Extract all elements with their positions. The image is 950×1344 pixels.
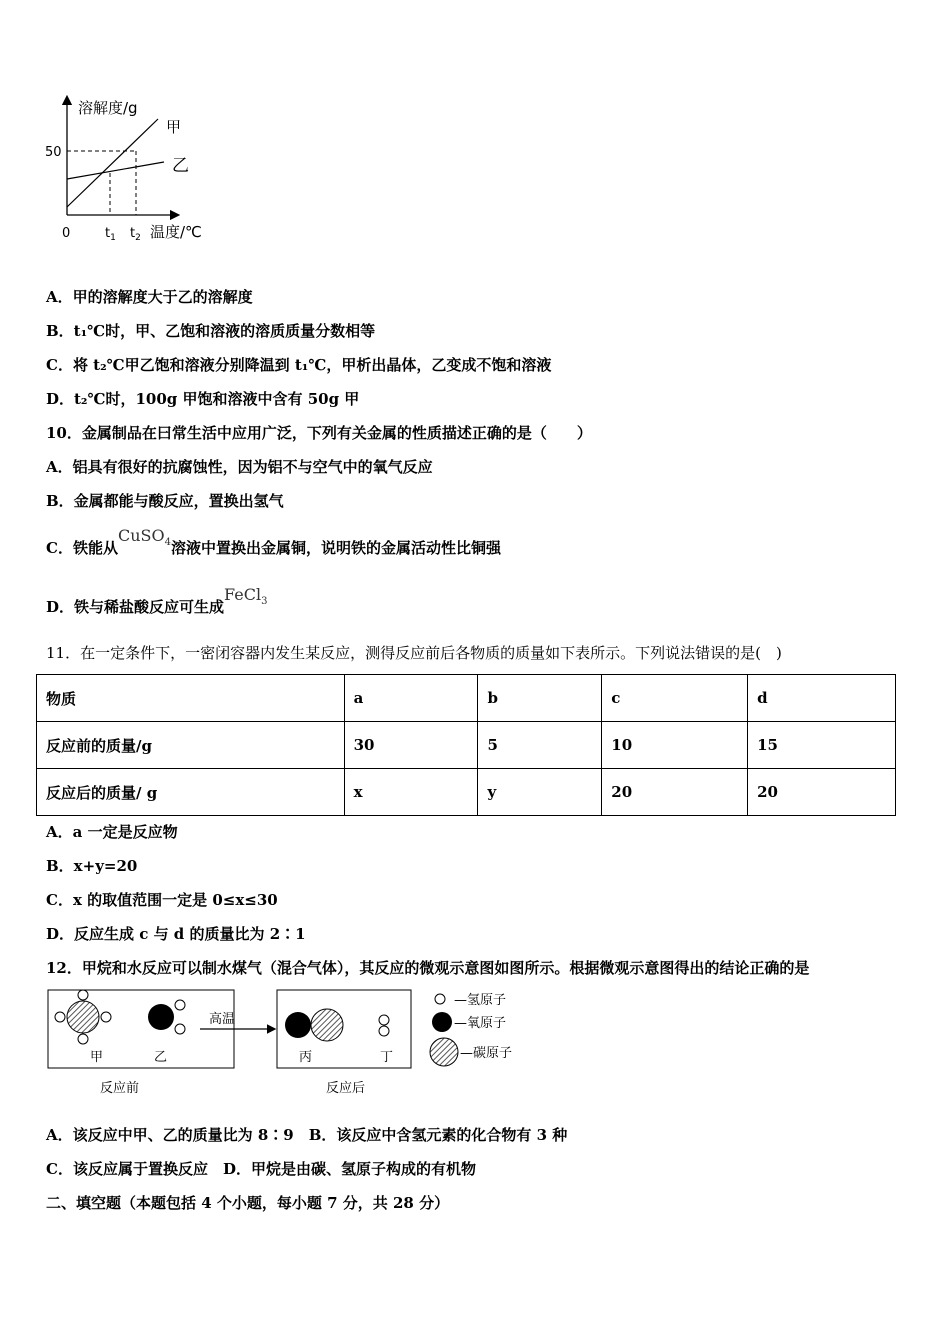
q10-option-a: A．铝具有很好的抗腐蚀性，因为铝不与空气中的氧气反应 [46,458,433,476]
origin-label: 0 [62,226,71,241]
table-cell: 20 [602,769,748,816]
q12-stem: 12．甲烷和水反应可以制水煤气（混合气体），其反应的微观示意图如图所示。根据微观示意图得出的结论正确的是 [46,959,810,977]
co-molecule [285,1009,343,1041]
label-bing: 丙 [299,1050,313,1065]
table-cell: 反应后的质量/ g [37,769,345,816]
q10-option-d: D．铁与稀盐酸反应可生成FeCl$_3$ [46,585,268,616]
caption-after: 反应后 [326,1081,366,1096]
table-cell: a [344,675,478,722]
curve-yi [67,162,164,179]
curve-jia-label: 甲 [166,118,182,136]
q9-option-d: D．t₂℃时，100g 甲饱和溶液中含有 50g 甲 [46,390,360,408]
y-axis-label: 溶解度/g [78,99,138,117]
legend-h: —氢原子 [454,993,507,1008]
table-cell: x [344,769,478,816]
x-axis-label: 温度/℃ [150,223,202,241]
q10-option-b: B．金属都能与酸反应，置换出氢气 [46,492,284,510]
legend-c: —碳原子 [460,1046,513,1061]
h2-molecule [379,1015,389,1036]
methane-molecule [55,990,111,1044]
table-cell: 10 [602,722,748,769]
q10-option-c: C．铁能从CuSO$_4$溶液中置换出金属铜，说明铁的金属活动性比铜强 [46,526,501,557]
table-cell: 20 [748,769,896,816]
q12-options-cd: C．该反应属于置换反应 D．甲烷是由碳、氢原子构成的有机物 [46,1160,476,1178]
q9-option-c: C．将 t₂℃甲乙饱和溶液分别降温到 t₁℃，甲析出晶体，乙变成不饱和溶液 [46,356,552,374]
reaction-diagram [44,985,544,1105]
table-cell: b [478,675,602,722]
table-row [37,722,896,769]
table-cell: y [478,769,602,816]
section-2-heading: 二、填空题（本题包括 4 个小题，每小题 7 分，共 28 分） [46,1194,450,1212]
caption-before: 反应前 [100,1081,140,1096]
q10-stem: 10．金属制品在曰常生活中应用广泛，下列有关金属的性质描述正确的是（ ） [46,424,592,442]
solubility-graph [40,95,220,245]
q9-option-b: B．t₁℃时，甲、乙饱和溶液的溶质质量分数相等 [46,322,376,340]
q11-stem: 11．在一定条件下，一密闭容器内发生某反应，测得反应前后各物质的质量如下表所示。下列说法错误的是( ) [46,644,782,662]
label-ding: 丁 [380,1050,394,1065]
table-row [37,675,896,722]
y-tick-50: 50 [45,145,62,160]
table-cell: 5 [478,722,602,769]
water-molecule [148,1000,185,1034]
table-cell: 物质 [37,675,345,722]
cuso4-formula: CuSO$_4$ [117,526,171,549]
table-cell: 反应前的质量/g [37,722,345,769]
t1-label: $t_1$ [105,226,116,243]
table-cell: 15 [748,722,896,769]
mass-table [36,674,896,816]
t2-label: $t_2$ [130,226,141,243]
curve-yi-label: 乙 [172,156,189,176]
q12-options-ab: A．该反应中甲、乙的质量比为 8∶9 B．该反应中含氢元素的化合物有 3 种 [46,1126,568,1144]
table-row [37,769,896,816]
q11-option-b: B．x+y=20 [46,857,138,875]
q11-option-c: C．x 的取值范围一定是 0≤x≤30 [46,891,278,909]
condition-label: 高温 [209,1012,236,1027]
legend-c-icon [430,1038,458,1066]
legend-o-icon [432,1012,452,1032]
fecl3-formula: FeCl$_3$ [224,585,268,608]
label-yi: 乙 [154,1050,168,1065]
table-cell: 30 [344,722,478,769]
curve-jia [67,119,158,207]
q11-option-d: D．反应生成 c 与 d 的质量比为 2∶1 [46,925,306,943]
q11-option-a: A．a 一定是反应物 [46,823,178,841]
legend-h-icon [435,994,445,1004]
label-jia: 甲 [90,1050,104,1065]
table-cell: d [748,675,896,722]
q9-option-a: A．甲的溶解度大于乙的溶解度 [46,288,253,306]
legend-o: —氧原子 [454,1016,507,1031]
table-cell: c [602,675,748,722]
